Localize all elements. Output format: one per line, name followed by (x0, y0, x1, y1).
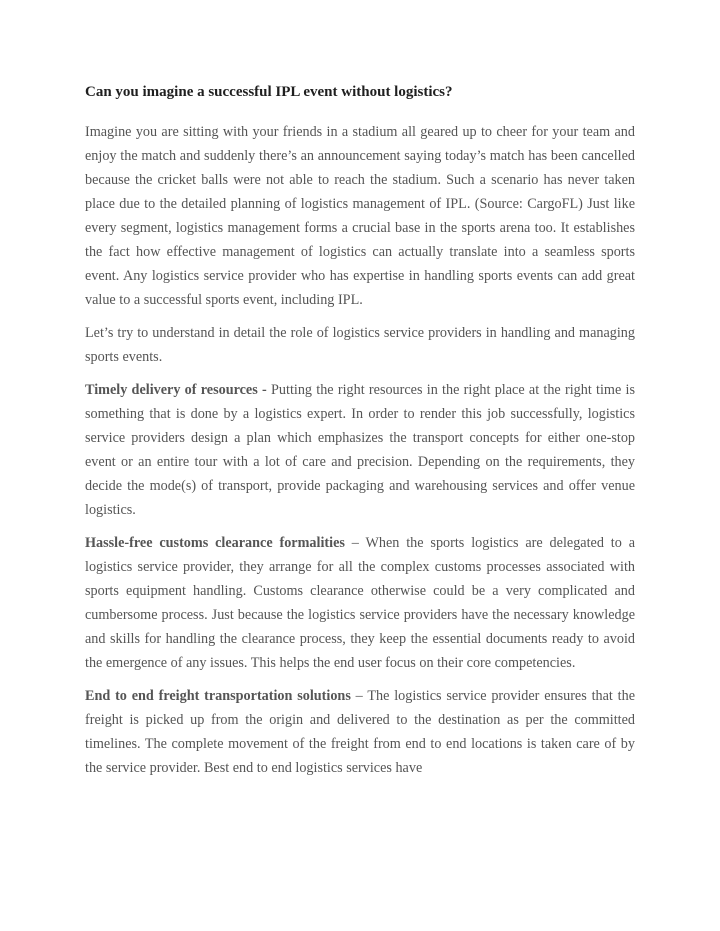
paragraph-customs-clearance-text: – When the sports logistics are delegated to a logistics service provider, they arrange for all the complex customs processes associated with sports equipment handling. Customs clearance otherwise could be a very complicated and cumbersome process. Just because the logistics service providers have the necessary knowledge and skills for handling the clearance process, they keep the essential documents ready to avoid the emergence of any issues. This helps the end user focus on their core competencies. (85, 535, 635, 671)
paragraph-customs-clearance (85, 531, 635, 675)
paragraph-freight-transportation-text: – The logistics service provider ensures that the freight is picked up from the origin and delivered to the destination as per the committed timelines. The complete movement of the freight from end to end locations is taken care of by the service provider. Best end to end logistics services have (85, 688, 635, 776)
section-heading-customs-clearance: Hassle-free customs clearance formalities (85, 535, 345, 551)
paragraph-timely-delivery-text: Putting the right resources in the right place at the right time is something that is done by a logistics expert. In order to render this job successfully, logistics service providers design a plan which emphasizes the transport concepts for either one-stop event or an entire tour with a lot of care and precision. Depending on the requirements, they decide the mode(s) of transport, provide packaging and warehousing services and offer venue logistics. (85, 382, 635, 518)
document-title: Can you imagine a successful IPL event without logistics? (85, 84, 453, 100)
paragraph-role-overview (85, 321, 635, 369)
section-heading-timely-delivery: Timely delivery of resources - (85, 382, 267, 398)
document-page (85, 80, 635, 780)
section-heading-freight-transportation: End to end freight transportation solutions (85, 688, 351, 704)
paragraph-timely-delivery (85, 378, 635, 522)
paragraph-freight-transportation (85, 684, 635, 780)
paragraph-role-overview-text: Let’s try to understand in detail the role of logistics service providers in handling and managing sports events. (85, 325, 635, 365)
paragraph-intro (85, 120, 635, 312)
paragraph-intro-text: Imagine you are sitting with your friends in a stadium all geared up to cheer for your team and enjoy the match and suddenly there’s an announcement saying today’s match has been cancelled because the cricket balls were not able to reach the stadium. Such a scenario has never taken place due to the detailed planning of logistics management of IPL. (Source: CargoFL) Just like every segment, logistics management forms a crucial base in the sports arena too. It establishes the fact how effective management of logistics can actually translate into a seamless sports event. Any logistics service provider who has expertise in handling sports events can add great value to a successful sports event, including IPL. (85, 124, 635, 308)
